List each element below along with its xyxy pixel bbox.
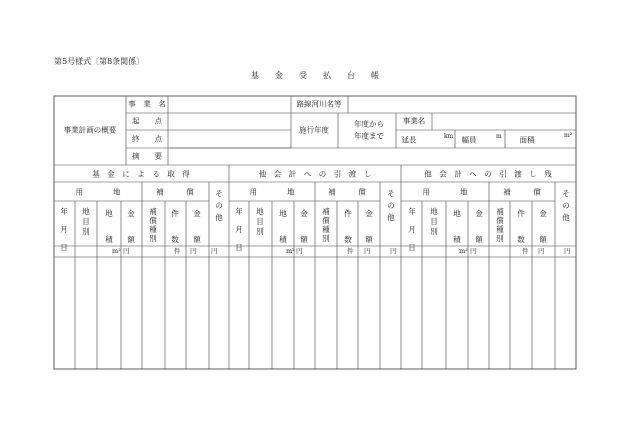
form-number: 第5号様式〔第8条関係〕	[54, 57, 145, 66]
width-unit: m	[496, 133, 502, 140]
unit-other-yen-3: 円	[564, 247, 571, 255]
area-unit: m²	[564, 132, 573, 139]
width-label: 幅員	[461, 135, 477, 145]
col-other-1: そ の 他	[215, 189, 223, 222]
section-title-fund-acquisition: 基 金 に よ る 取 得	[92, 169, 190, 179]
col-count-3: 件 数	[517, 209, 525, 244]
unit-m2-1: m²	[112, 247, 121, 255]
col-comp-amount-3: 金 額	[539, 209, 547, 244]
comp-header-2: 補 償	[328, 187, 366, 197]
plan-label: 事業計画の概要	[63, 125, 117, 135]
unit-other-yen-1: 円	[211, 247, 218, 255]
section-title-transfer: 他 会 計 へ の 引 渡 し	[258, 169, 372, 179]
land-header-1: 用 地	[75, 187, 121, 197]
col-count-2: 件 数	[344, 209, 352, 244]
end-point-label: 終 点	[132, 134, 162, 144]
year-from-label: 年度から	[354, 119, 384, 129]
land-header-3: 用 地	[422, 187, 468, 197]
start-point-label: 起 点	[132, 116, 162, 126]
year-to-label: 年度まで	[354, 131, 384, 141]
col-comp-amount-2: 金 額	[365, 209, 373, 244]
col-date-2: 年 月 日	[235, 207, 243, 252]
col-comp-amount-1: 金 額	[193, 209, 201, 244]
unit-yen-3: 円	[470, 247, 477, 255]
col-area-1: 地 積	[105, 209, 113, 244]
project-name2-label: 事業名	[402, 116, 426, 126]
col-other-3: そ の 他	[562, 189, 570, 222]
length-unit: km	[444, 133, 454, 140]
col-area-3: 地 積	[453, 209, 461, 244]
enforce-year-label: 施行年度	[299, 125, 329, 135]
col-comp-type-3: 補 償 種 別	[496, 207, 504, 243]
unit-comp-yen-2: 円	[364, 247, 371, 255]
col-comp-type-2: 補 償 種 別	[322, 207, 330, 243]
col-count-1: 件 数	[171, 209, 179, 244]
unit-comp-yen-3: 円	[538, 247, 545, 255]
col-amount-2: 金 額	[300, 209, 308, 244]
comp-header-3: 補 償	[503, 187, 541, 197]
col-other-2: そ の 他	[387, 189, 395, 222]
unit-other-yen-2: 円	[390, 247, 397, 255]
unit-ken-1: 件	[174, 247, 181, 255]
unit-comp-yen-1: 円	[190, 247, 197, 255]
col-date-3: 年 月 日	[408, 207, 416, 252]
col-amount-3: 金 額	[475, 209, 483, 244]
unit-ken-2: 件	[347, 247, 354, 255]
col-area-2: 地 積	[279, 209, 287, 244]
comp-header-1: 補 償	[156, 187, 194, 197]
unit-m2-3: m²	[459, 247, 468, 255]
route-name-label: 路線河川名等	[296, 99, 342, 109]
col-chimoku-1: 地 目 別	[82, 207, 90, 236]
col-comp-type-1: 補 償 種 別	[149, 207, 157, 243]
section-title-transfer-balance: 他 会 計 へ の 引 渡 し 残	[424, 169, 552, 179]
land-header-2: 用 地	[249, 187, 295, 197]
col-date-1: 年 月 日	[60, 207, 68, 252]
length-label: 延長	[401, 135, 417, 145]
unit-m2-2: m²	[286, 247, 295, 255]
col-amount-1: 金 額	[127, 209, 135, 244]
unit-yen-2: 円	[296, 247, 303, 255]
col-chimoku-2: 地 目 別	[256, 207, 264, 236]
project-name-label: 事 業 名	[128, 99, 166, 109]
unit-ken-3: 件	[522, 247, 529, 255]
col-chimoku-3: 地 目 別	[430, 207, 438, 236]
ledger-title: 基 金 受 払 台 帳	[251, 71, 379, 80]
area-label: 面積	[519, 135, 535, 145]
unit-yen-1: 円	[123, 247, 130, 255]
summary-label: 摘 要	[132, 151, 162, 161]
